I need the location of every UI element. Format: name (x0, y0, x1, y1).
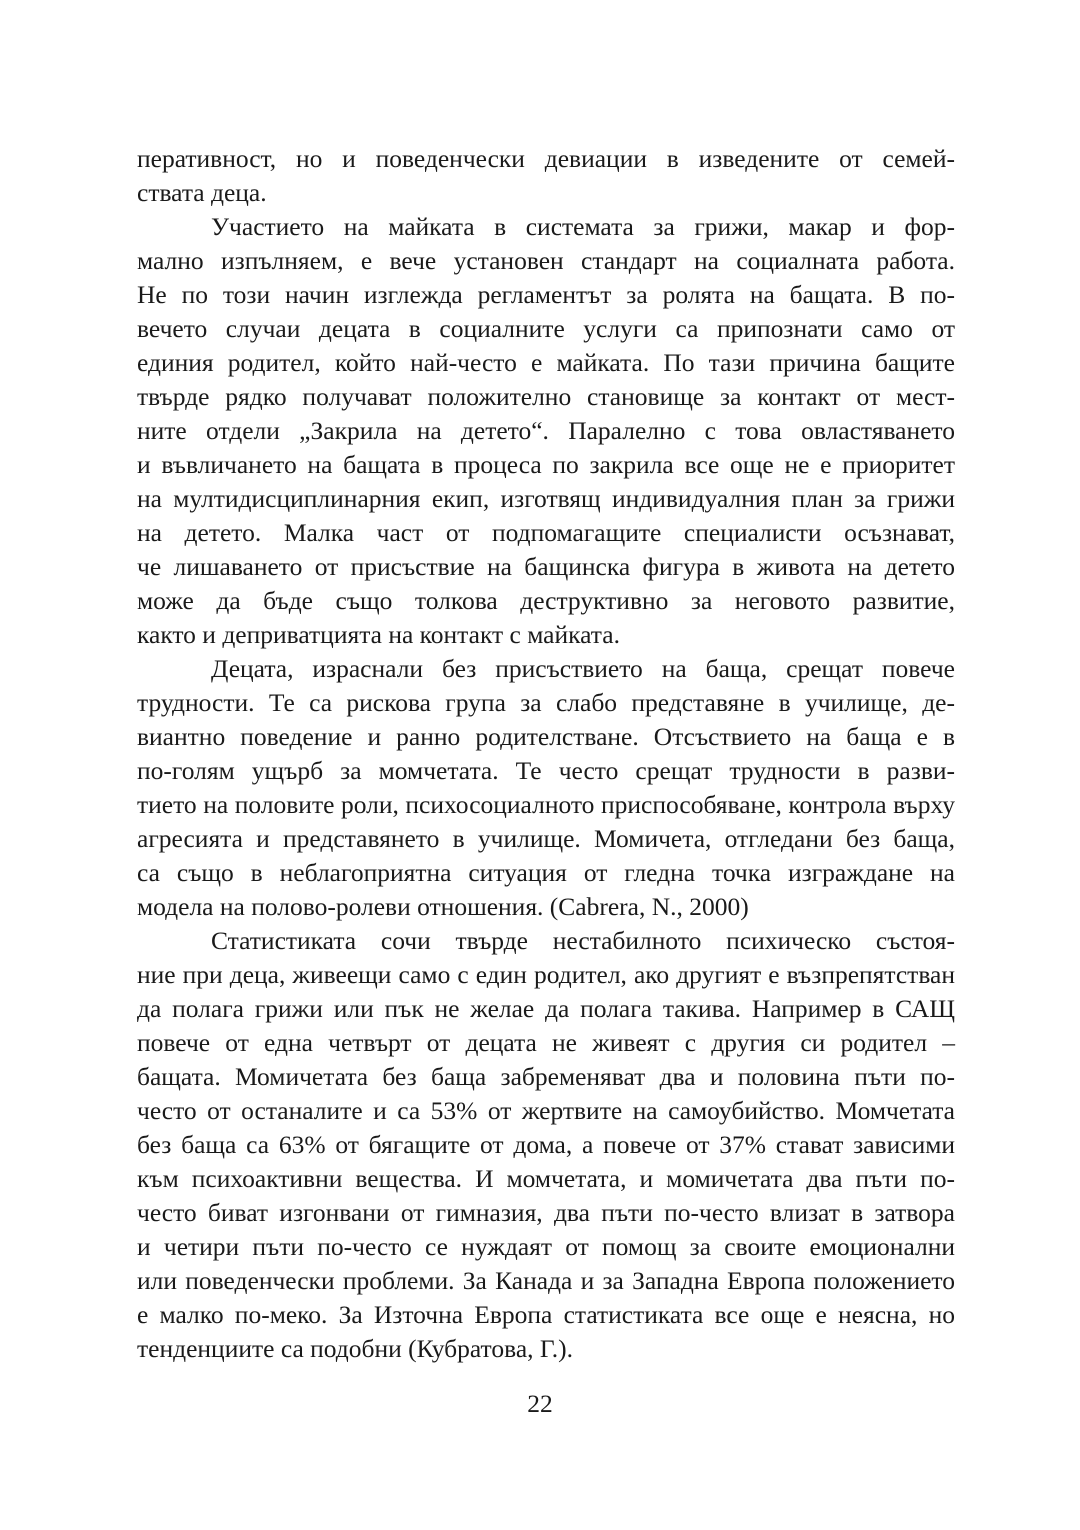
text-line: вечето случаи децата в социалните услуги са припознати само от (137, 314, 955, 343)
paragraph (137, 652, 955, 924)
text-line: на детето. Малка част от подпомагащите специалисти осъзнават, (137, 518, 955, 547)
page-body (137, 142, 955, 1366)
paragraph (137, 142, 955, 210)
text-line: че лишаването от присъствие на бащинска фигура в живота на детето (137, 552, 955, 581)
text-line: тенденциите са подобни (Кубратова, Г.). (137, 1334, 573, 1363)
text-line: повече от една четвърт от децата не живеят с другия си родител – (137, 1028, 955, 1057)
text-line: както и деприватцията на контакт с майката. (137, 620, 620, 649)
text-line: да полага грижи или пък не желае да полага такива. Например в САЩ (137, 994, 955, 1023)
text-line: Децата, израснали без присъствието на баща, срещат повече (211, 654, 955, 683)
text-line: твърде рядко получават положително становище за контакт от мест- (137, 382, 955, 411)
text-line: и четири пъти по-често се нуждаят от помощ за своите емоционални (137, 1232, 955, 1261)
text-line: перативност, но и поведенчески девиации в изведените от семей- (137, 144, 955, 173)
text-line: или поведенчески проблеми. За Канада и за Западна Европа положението (137, 1266, 955, 1295)
text-line: на мултидисциплинарния екип, изготвящ индивидуалния план за грижи (137, 484, 955, 513)
text-line: към психоактивни вещества. И момчетата, и момичетата два пъти по- (137, 1164, 955, 1193)
paragraph (137, 210, 955, 652)
text-line: мално изпълняем, е вече установен стандарт на социалната работа. (137, 246, 955, 275)
text-line: виантно поведение и ранно родителстване. Отсъствието на баща е в (137, 722, 955, 751)
text-line: са също в неблагоприятна ситуация от гледна точка изграждане на (137, 858, 955, 887)
text-line: и въвличането на бащата в процеса по закрила все още не е приоритет (137, 450, 955, 479)
text-line: Статистиката сочи твърде нестабилното психическо състоя- (211, 926, 955, 955)
text-line: тието на половите роли, психосоциалното приспособяване, контрола върху (137, 790, 955, 819)
text-line: трудности. Те са рискова група за слабо представяне в училище, де- (137, 688, 955, 717)
text-line: бащата. Момичетата без баща забременяват два и половина пъти по- (137, 1062, 955, 1091)
text-line: без баща са 63% от бягащите от дома, а повече от 37% стават зависими (137, 1130, 955, 1159)
text-line: често биват изгонвани от гимназия, два пъти по-често влизат в затвора (137, 1198, 955, 1227)
text-line: модела на полово-ролеви отношения. (Cabrera, N., 2000) (137, 892, 749, 921)
text-line: ните отдели „Закрила на детето“. Паралелно с това овластяването (137, 416, 955, 445)
paragraph (137, 924, 955, 1366)
text-line: агресията и представянето в училище. Момичета, отгледани без баща, (137, 824, 955, 853)
text-line: по-голям ущърб за момчетата. Те често срещат трудности в разви- (137, 756, 955, 785)
text-line: може да бъде също толкова деструктивно за неговото развитие, (137, 586, 955, 615)
text-line: ствата деца. (137, 178, 267, 207)
text-line: често от останалите и са 53% от жертвите на самоубийство. Момчетата (137, 1096, 955, 1125)
text-line: Не по този начин изглежда регламентът за ролята на бащата. В по- (137, 280, 955, 309)
text-line: единия родител, който най-често е майката. По тази причина бащите (137, 348, 955, 377)
page-number: 22 (527, 1389, 553, 1418)
text-line: е малко по-меко. За Източна Европа статистиката все още е неясна, но (137, 1300, 955, 1329)
text-line: ние при деца, живеещи само с един родител, ако другият е възпрепятстван (137, 960, 955, 989)
text-line: Участието на майката в системата за грижи, макар и фор- (211, 212, 955, 241)
